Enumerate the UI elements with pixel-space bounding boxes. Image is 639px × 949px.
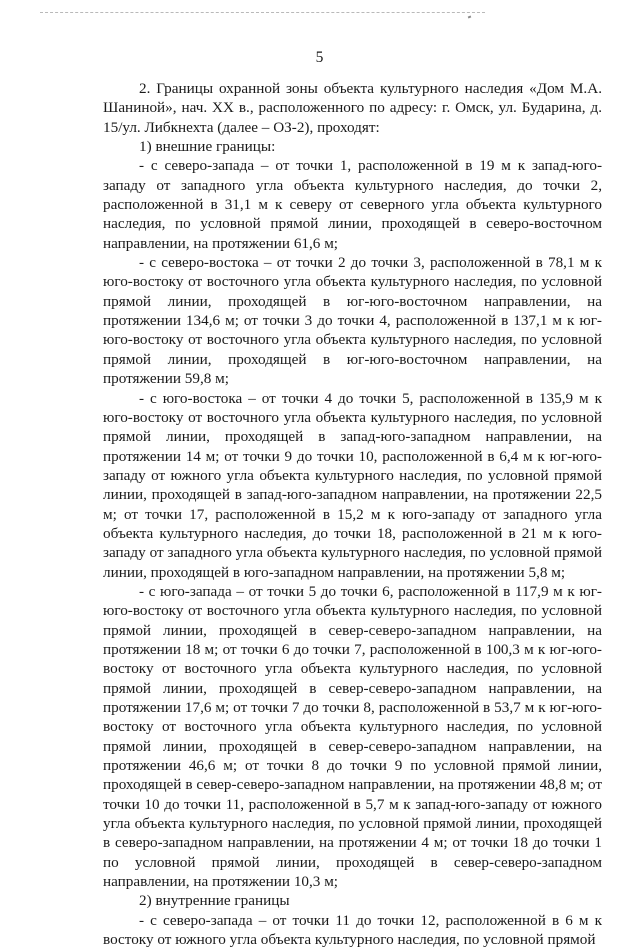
paragraph-southwest-border: - с юго-запада – от точки 5 до точки 6, расположенной в 117,9 м к юг-юго-востоку от восточного угла объекта культурного наследия, по условной прямой линии, проходящей в север-северо-западном направлении, на протяжении 18 м; от точки 6 до точки 7, расположенной в 100,3 м к юг-юго-востоку от восточного угла объекта культурного наследия, по условной прямой линии, проходящей в север-северо-западном направлении, на протяжении 17,6 м; от точки 7 до точки 8, расположенной в 53,7 м к юг-юго-востоку от восточного угла объекта культурного наследия, по условной прямой линии, проходящей в север-северо-западном направлении, на протяжении 46,6 м; от точки 8 до точки 9 по условной прямой линии, проходящей в север-северо-западном направлении, на протяжении 48,8 м; от точки 10 до точки 11, расположенной в 5,7 м к запад-юго-западу от южного угла объекта культурного наследия, по условной прямой линии, проходящей в северо-западном направлении, на протяжении 4 м; от точки 18 до точки 1 по условной прямой линии, проходящей в север-северо-западном направлении, на протяжении 10,3 м; <box>103 582 602 891</box>
paragraph-internal-borders-label: 2) внутренние границы <box>139 892 290 910</box>
scan-mark <box>468 16 472 19</box>
paragraph-northwest-border: - с северо-запада – от точки 1, расположенной в 19 м к запад-юго-западу от западного угла объекта культурного наследия, до точки 2, расположенной в 31,1 м к северу от северного угла объекта культурного наследия, по условной прямой линии, проходящей в северо-восточном направлении, на протяжении 61,6 м; <box>103 157 602 252</box>
paragraph-northeast-border: - с северо-востока – от точки 2 до точки 3, расположенной в 78,1 м к юго-востоку от восточного угла объекта культурного наследия, по условной прямой линии, проходящей в юг-юго-восточном направлении, на протяжении 134,6 м; от точки 3 до точки 4, расположенной в 137,1 м к юг-юго-востоку от восточного угла объекта культурного наследия, по условной прямой линии, проходящей в юг-юго-восточном направлении, на протяжении 59,8 м; <box>103 254 602 388</box>
paragraph-external-borders-label: 1) внешние границы: <box>139 138 276 156</box>
document-body <box>103 79 602 949</box>
paragraph-internal-northwest-border: - с северо-запада – от точки 11 до точки 12, расположенной в 6 м к востоку от южного угла объекта культурного наследия, по условной прямой <box>103 911 602 949</box>
paragraph-section-2-heading: 2. Границы охранной зоны объекта культурного наследия «Дом М.А. Шаниной», нач. XX в., расположенного по адресу: г. Омск, ул. Бударина, д. 15/ул. Либкнехта (далее – ОЗ-2), проходят: <box>103 80 602 136</box>
scan-top-rule <box>40 12 485 13</box>
page-number: 5 <box>315 49 324 66</box>
paragraph-southeast-border: - с юго-востока – от точки 4 до точки 5, расположенной в 135,9 м к юго-востоку от восточного угла объекта культурного наследия, по условной прямой линии, проходящей в запад-юго-западном направлении, на протяжении 14 м; от точки 9 до точки 10, расположенной в 6,4 м к юг-юго-западу от южного угла объекта культурного наследия, по условной прямой линии, проходящей в запад-юго-западном направлении, на протяжении 22,5 м; от точки 17, расположенной в 15,2 м к юго-западу от западного угла объекта культурного наследия, до точки 18, расположенной в 21 м к юго-западу от западного угла объекта культурного наследия, по условной прямой линии, проходящей в юго-западном направлении, на протяжении 5,8 м; <box>103 389 602 581</box>
